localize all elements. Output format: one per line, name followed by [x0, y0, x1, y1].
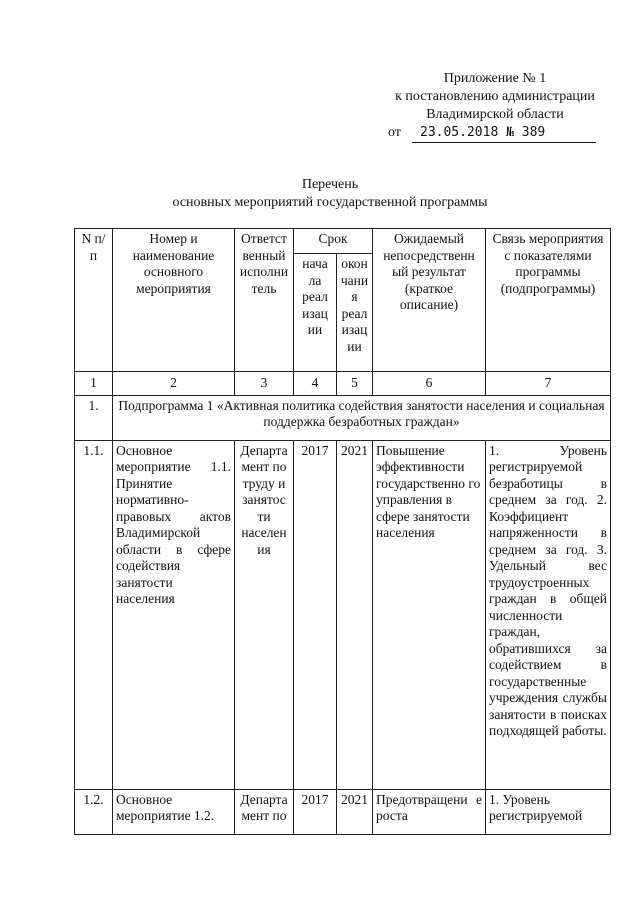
title-line-1: Перечень: [301, 177, 359, 192]
title-line-2: основных мероприятий государственной программы: [172, 195, 488, 210]
appendix-date-line: [370, 124, 620, 144]
row-result: Предотвращени е роста: [373, 789, 486, 834]
appendix-line-3: Владимирской области: [426, 107, 564, 122]
row-link: 1. Уровень регистрируемой безработицы в среднем за год. 2. Коэффициент напряженности в среднем за год. 3. Удельный вес трудоустроенных граждан в общей численности граждан, обратившихся за содействием в государственные учреждения службы занятости в поисках подходящей работы.: [486, 440, 611, 789]
row-name: Основное мероприятие 1.1. Принятие нормативно-правовых актов Владимирской области в сфере содействия занятости населения: [113, 440, 235, 789]
row-name: Основное мероприятие 1.2.: [113, 789, 235, 834]
header-num: N п/п: [75, 229, 113, 372]
appendix-block: [370, 70, 620, 144]
column-number: 3: [235, 372, 294, 396]
header-start: нача ла реал изац ии: [294, 254, 337, 372]
row-executor: Департа мент по труду и занятос ти населен ия: [235, 440, 294, 789]
header-result: Ожидаемый непосредственн ый результат (краткое описание): [373, 229, 486, 372]
header-term: Срок: [294, 229, 373, 254]
header-end: окон чани я реал изац ии: [337, 254, 373, 372]
appendix-title: Приложение № 1: [443, 71, 547, 86]
header-name: Номер и наименование основного мероприятия: [113, 229, 235, 372]
row-num: 1.1.: [75, 440, 113, 789]
row-end: 2021: [337, 789, 373, 834]
column-number: 6: [373, 372, 486, 396]
header-executor: Ответст венный исполни тель: [235, 229, 294, 372]
row-executor: Департа мент по: [235, 789, 294, 834]
date-prefix: от: [388, 125, 401, 140]
column-number: 1: [75, 372, 113, 396]
table-row: [75, 440, 611, 789]
appendix-line-2: к постановлению администрации: [395, 89, 595, 104]
column-number: 2: [113, 372, 235, 396]
column-number: 5: [337, 372, 373, 396]
column-number: 7: [486, 372, 611, 396]
column-numbers-row: [75, 372, 611, 396]
header-link: Связь мероприятия с показателями программы (подпрограммы): [486, 229, 611, 372]
date-value: 23.05.2018 № 389: [412, 124, 596, 143]
row-end: 2021: [337, 440, 373, 789]
table-row: [75, 789, 611, 834]
column-number: 4: [294, 372, 337, 396]
row-start: 2017: [294, 440, 337, 789]
row-result: Повышение эффективности государственно го управления в сфере занятости населения: [373, 440, 486, 789]
subprogram-num: 1.: [75, 395, 113, 440]
measures-table: [74, 228, 611, 835]
row-num: 1.2.: [75, 789, 113, 834]
subprogram-row: [75, 395, 611, 440]
subprogram-title: Подпрограмма 1 «Активная политика содействия занятости населения и социальная поддержка безработных граждан»: [113, 395, 611, 440]
document-title: [60, 176, 600, 212]
row-start: 2017: [294, 789, 337, 834]
row-link: 1. Уровень регистрируемой: [486, 789, 611, 834]
header-row: [75, 229, 611, 254]
